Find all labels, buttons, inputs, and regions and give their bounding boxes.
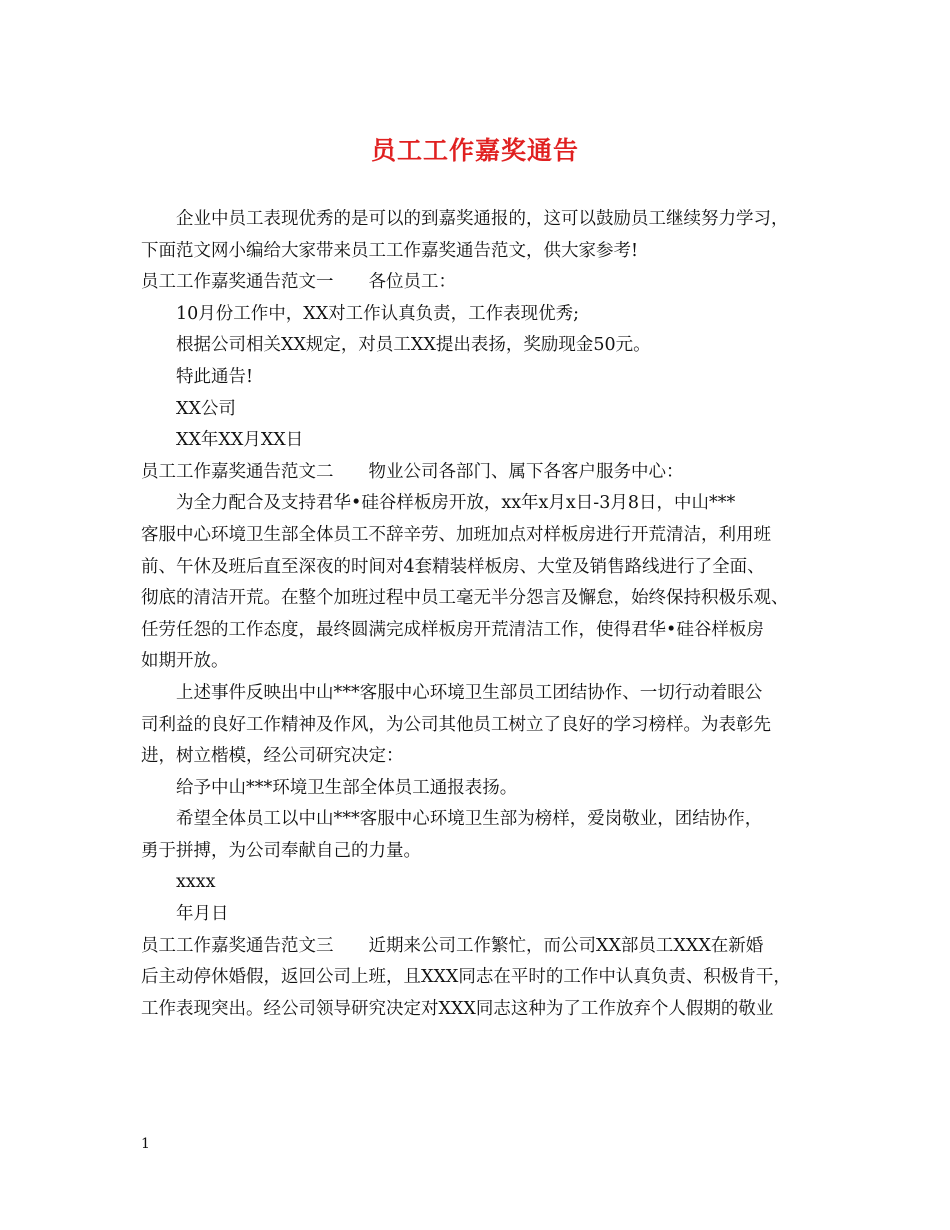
section-heading-line: 员工工作嘉奖通告范文一 各位员工：	[141, 272, 456, 293]
signature-date: XX年XX月XX日	[176, 430, 304, 451]
text-line: 下面范文网小编给大家带来员工工作嘉奖通告范文，供大家参考!	[141, 240, 639, 261]
text-line: 勇于拼搏，为公司奉献自己的力量。	[141, 840, 421, 861]
text-line: 进，树立楷模，经公司研究决定：	[141, 746, 404, 767]
text-line: 彻底的清洁开荒。在整个加班过程中员工毫无半分怨言及懈怠，始终保持积极乐观、	[141, 588, 789, 609]
text-line: 根据公司相关XX规定，对员工XX提出表扬，奖励现金50元。	[176, 335, 651, 356]
document-body	[141, 204, 841, 1025]
signature-company: xxxx	[176, 872, 216, 893]
section-heading-line: 员工工作嘉奖通告范文二 物业公司各部门、属下各客户服务中心：	[141, 461, 684, 482]
text-line: 任劳任怨的工作态度，最终圆满完成样板房开荒清洁工作，使得君华•硅谷样板房	[141, 619, 764, 640]
text-line: 希望全体员工以中山***客服中心环境卫生部为榜样，爱岗敬业，团结协作，	[176, 809, 763, 830]
text-line: 司利益的良好工作精神及作风，为公司其他员工树立了良好的学习榜样。为表彰先	[141, 714, 771, 735]
text-line: 如期开放。	[141, 651, 229, 672]
page-number: 1	[141, 1136, 150, 1152]
text-line: 给予中山***环境卫生部全体员工通报表扬。	[176, 777, 518, 798]
signature-company: XX公司	[176, 398, 236, 419]
text-line: 上述事件反映出中山***客服中心环境卫生部员工团结协作、一切行动着眼公	[176, 682, 763, 703]
text-line: 客服中心环境卫生部全体员工不辞辛劳、加班加点对样板房进行开荒清洁，利用班	[141, 524, 771, 545]
text-line: 特此通告!	[176, 366, 254, 387]
section-heading-line: 员工工作嘉奖通告范文三 近期来公司工作繁忙，而公司XX部员工XXX在新婚	[141, 935, 764, 956]
text-line: 后主动停休婚假，返回公司上班，且XXX同志在平时的工作中认真负责、积极肯干，	[141, 967, 791, 988]
text-line: 工作表现突出。经公司领导研究决定对XXX同志这种为了工作放弃个人假期的敬业	[141, 998, 774, 1019]
document-title: 员工工作嘉奖通告	[370, 136, 579, 165]
text-line: 为全力配合及支持君华•硅谷样板房开放，xx年x月x日-3月8日，中山***	[176, 493, 736, 514]
signature-date: 年月日	[176, 904, 229, 925]
text-line: 10月份工作中，XX对工作认真负责，工作表现优秀;	[176, 303, 580, 324]
text-line: 企业中员工表现优秀的是可以的到嘉奖通报的，这可以鼓励员工继续努力学习，	[176, 209, 789, 229]
text-line: 前、午休及班后直至深夜的时间对4套精装样板房、大堂及销售路线进行了全面、	[141, 556, 765, 577]
